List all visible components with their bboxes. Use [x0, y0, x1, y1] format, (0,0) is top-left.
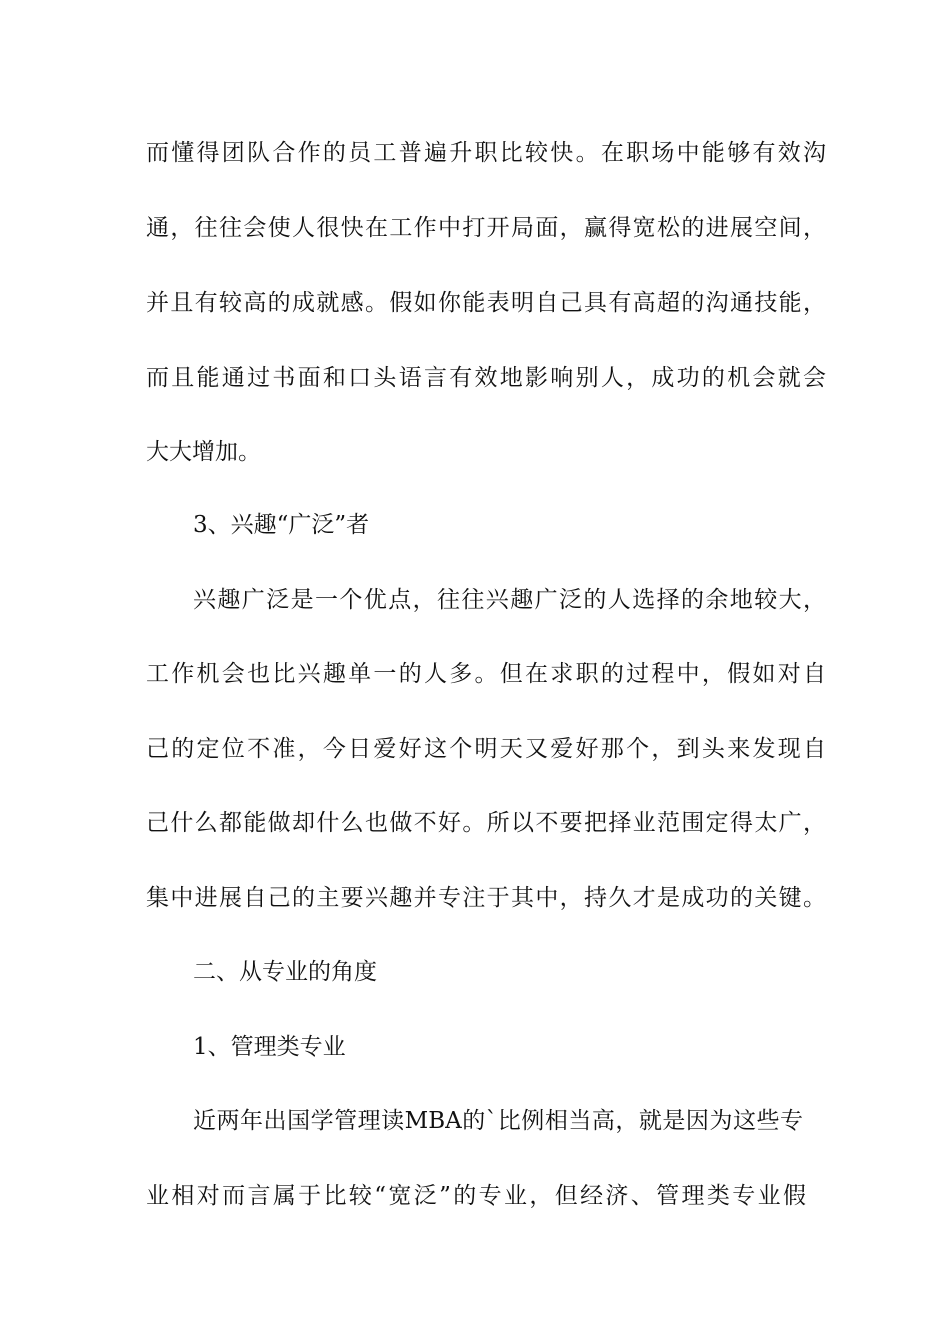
- section-heading: 3、兴趣“广泛”者: [193, 512, 370, 538]
- paragraph-line: 工作机会也比兴趣单一的人多。但在求职的过程中，假如对自: [146, 661, 826, 687]
- paragraph-line: 近两年出国学管理读MBA的`比例相当高，就是因为这些专: [193, 1108, 803, 1134]
- paragraph-line: 而懂得团队合作的员工普遍升职比较快。在职场中能够有效沟: [146, 140, 826, 166]
- paragraph-line: 己什么都能做却什么也做不好。所以不要把择业范围定得太广，: [146, 810, 826, 836]
- paragraph-line: 集中进展自己的主要兴趣并专注于其中，持久才是成功的关键。: [146, 885, 826, 911]
- paragraph-line: 而且能通过书面和口头语言有效地影响别人，成功的机会就会: [146, 365, 826, 391]
- paragraph-line: 己的定位不准，今日爱好这个明天又爱好那个，到头来发现自: [146, 736, 826, 762]
- paragraph-line: 通，往往会使人很快在工作中打开局面，赢得宽松的进展空间，: [146, 215, 826, 241]
- paragraph-line: 大大增加。: [146, 439, 261, 465]
- section-heading: 1、管理类专业: [193, 1034, 346, 1060]
- paragraph-line: 业相对而言属于比较“宽泛”的专业，但经济、管理类专业假: [146, 1183, 806, 1209]
- section-heading: 二、从专业的角度: [193, 959, 377, 985]
- paragraph-line: 并且有较高的成就感。假如你能表明自己具有高超的沟通技能，: [146, 290, 826, 316]
- paragraph-line: 兴趣广泛是一个优点，往往兴趣广泛的人选择的余地较大，: [193, 587, 826, 613]
